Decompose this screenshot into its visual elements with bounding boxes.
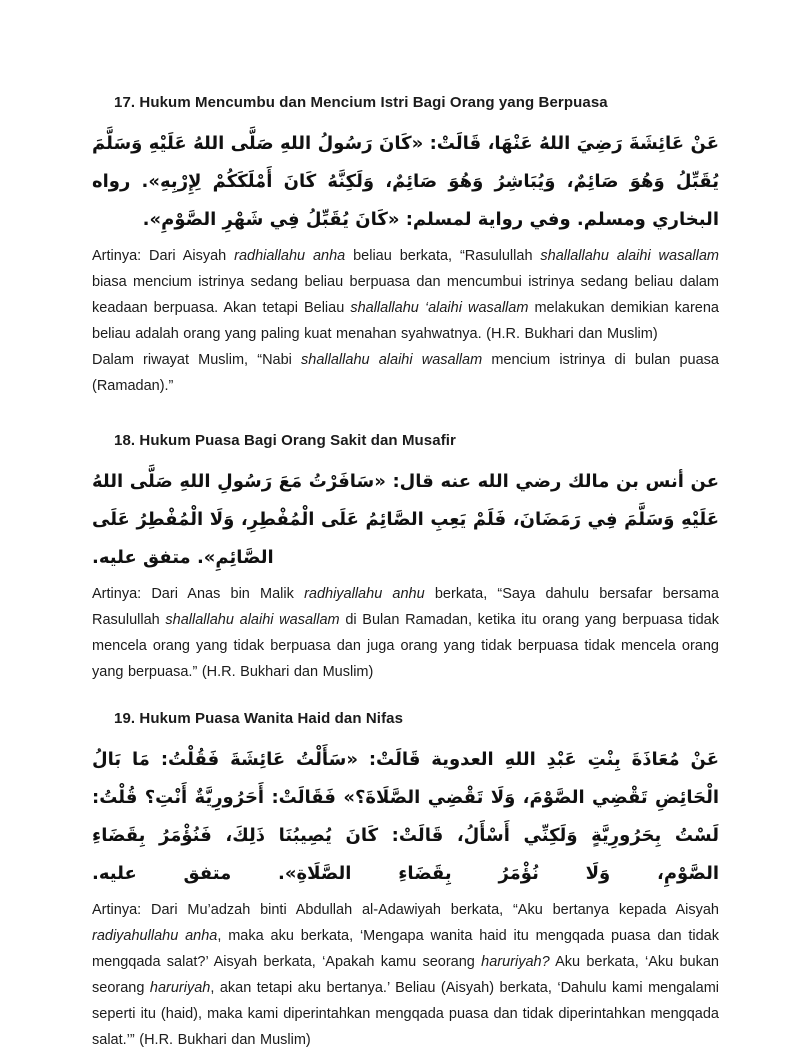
section-17-arabic-hadith: عَنْ عَائِشَةَ رَضِيَ اللهُ عَنْهَا، قَالَتْ: «كَانَ رَسُولُ اللهِ صَلَّى اللهُ عَلَيْهِ وَسَلَّمَ يُقَبِّلُ وَهُوَ صَائِمٌ، وَيُبَاشِرُ وَهُوَ صَائِمٌ، وَلَكِنَّهُ كَانَ أَمْلَكَكُمْ لِإِرْبِهِ». رواه البخاري ومسلم. وفي رواية لمسلم: «كَانَ يُقَبِّلُ فِي شَهْرِ الصَّوْمِ». — [92, 133, 719, 230]
section-18-translation-paragraph: Artinya: Dari Anas bin Malik radhiyallahu anhu berkata, “Saya dahulu bersafar bersama Rasulullah shallallahu alaihi wasallam di Bulan Ramadan, ketika itu orang yang berpuasa tidak mencela orang yang tidak berpuasa dan juga orang yang tidak berpuasa tidak mencela orang yang berpuasa.” (H.R. Bukhari dan Muslim) — [92, 586, 719, 680]
section-18 — [92, 431, 719, 685]
section-19-arabic-hadith: عَنْ مُعَاذَةَ بِنْتِ عَبْدِ اللهِ العدوية قَالَتْ: «سَأَلْتُ عَائِشَةَ فَقُلْتُ: مَا بَالُ الْحَائِضِ تَقْضِي الصَّوْمَ، وَلَا تَقْضِي الصَّلَاةَ؟» فَقَالَتْ: أَحَرُورِيَّةٌ أَنْتِ؟ قُلْتُ: لَسْتُ بِحَرُورِيَّةٍ وَلَكِنِّي أَسْأَلُ، قَالَتْ: كَانَ يُصِيبُنَا ذَلِكَ، فَنُؤْمَرُ بِقَضَاءِ الصَّوْمِ، وَلَا نُؤْمَرُ بِقَضَاءِ الصَّلَاةِ». متفق عليه. — [92, 749, 719, 884]
section-19-translation-paragraph: Artinya: Dari Mu’adzah binti Abdullah al-Adawiyah berkata, “Aku bertanya kepada Aisyah radiyahullahu anha, maka aku berkata, ‘Mengapa wanita haid itu mengqada puasa dan tidak mengqada salat?’ Aisyah berkata, ‘Apakah kamu seorang haruriyah? Aku berkata, ‘Aku bukan seorang haruriyah, akan tetapi aku bertanya.’ Beliau (Aisyah) berkata, ‘Dahulu kami mengalami seperti itu (haid), maka kami diperintahkan mengqada puasa dan tidak diperintahkan mengqada salat.’” (H.R. Bukhari dan Muslim) — [92, 902, 719, 1048]
section-17-translation-paragraph: Artinya: Dari Aisyah radhiallahu anha beliau berkata, “Rasulullah shallallahu alaihi wasallam biasa mencium istrinya sedang beliau berpuasa dan mencumbui istrinya sedang beliau dalam keadaan berpuasa. Akan tetapi Beliau shallallahu ‘alaihi wasallam melakukan demikian karena beliau adalah orang yang paling kuat menahan syahwatnya. (H.R. Bukhari dan Muslim) — [92, 248, 719, 342]
section-17 — [92, 93, 719, 399]
section-18-arabic-hadith: عن أنس بن مالك رضي الله عنه قال: «سَافَرْتُ مَعَ رَسُولِ اللهِ صَلَّى اللهُ عَلَيْهِ وَسَلَّمَ فِي رَمَضَانَ، فَلَمْ يَعِبِ الصَّائِمُ عَلَى الْمُفْطِرِ، وَلَا الْمُفْطِرُ عَلَى الصَّائِمِ». متفق عليه. — [92, 471, 719, 568]
section-17-heading: 17. Hukum Mencumbu dan Mencium Istri Bagi Orang yang Berpuasa — [114, 94, 608, 111]
section-19 — [92, 709, 719, 1053]
section-17-muslim-narration-paragraph: Dalam riwayat Muslim, “Nabi shallallahu alaihi wasallam mencium istrinya di bulan puasa (Ramadan).” — [92, 352, 719, 394]
section-19-heading: 19. Hukum Puasa Wanita Haid dan Nifas — [114, 710, 404, 727]
section-18-heading: 18. Hukum Puasa Bagi Orang Sakit dan Musafir — [114, 432, 456, 449]
